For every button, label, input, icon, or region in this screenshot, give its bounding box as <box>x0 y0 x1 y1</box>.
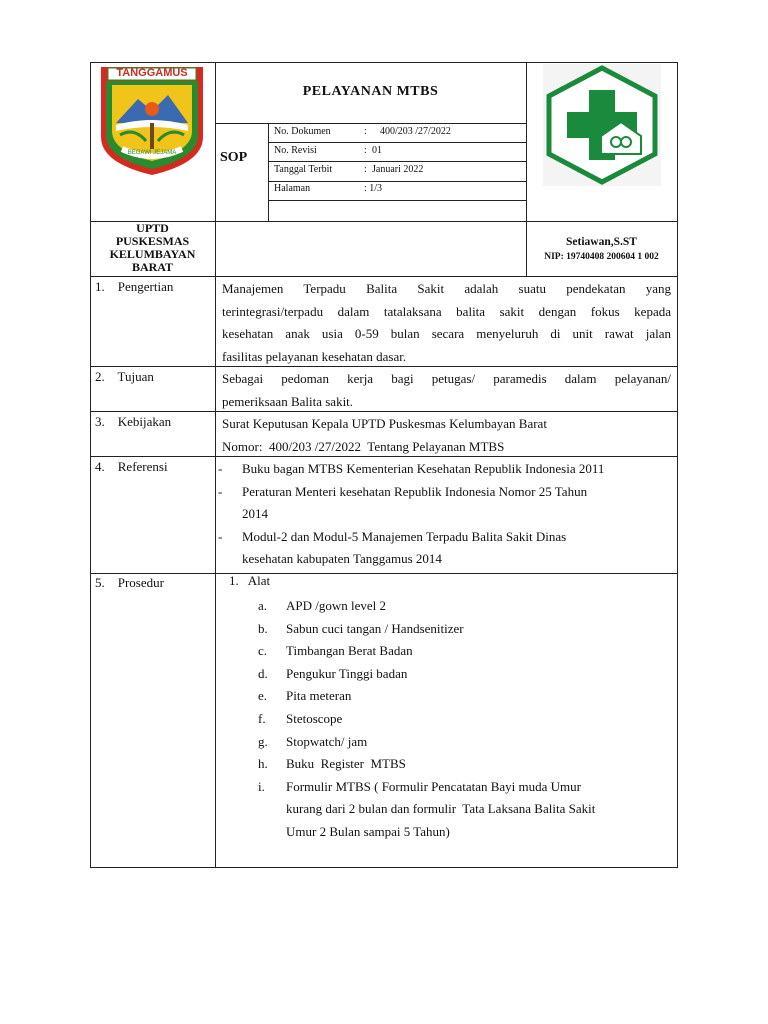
text-line: Peraturan Menteri kesehatan Republik Indonesia Nomor 25 Tahun <box>242 483 588 499</box>
text-line: Pengukur Tinggi badan <box>286 665 408 681</box>
meta-label: Halaman <box>274 183 311 194</box>
meta-value: 01 <box>372 145 382 156</box>
list-item <box>258 618 668 641</box>
row-label: 3. Kebijakan <box>95 414 172 429</box>
item-letter: a. <box>258 598 268 613</box>
text-line: Formulir MTBS ( Formulir Pencatatan Bayi muda Umur <box>286 778 581 794</box>
list-item <box>258 708 668 731</box>
meta-sep: : <box>364 164 367 175</box>
text-line: Surat Keputusan Kepala UPTD Puskesmas Kelumbayan Barat <box>222 416 547 431</box>
text-line: Sebagai pedoman kerja bagi petugas/ paramedis dalam pelayanan/ <box>222 371 671 386</box>
item-letter: e. <box>258 688 268 704</box>
item-letter: c. <box>258 643 268 659</box>
item-letter: i. <box>258 778 265 794</box>
row-label: 1. Pengertian <box>95 279 174 294</box>
text-line: 2014 <box>242 506 268 521</box>
organization-name <box>90 222 215 274</box>
row-label: 2. Tujuan <box>95 369 154 384</box>
reference-item <box>218 526 673 571</box>
org-line: BARAT <box>131 260 174 274</box>
tanggamus-logo <box>98 65 206 177</box>
logo-motto-text: BEGAWI JEJAMA <box>127 150 177 156</box>
item-letter: d. <box>258 665 268 681</box>
text-line: Sabun cuci tangan / Handsenitizer <box>286 620 464 636</box>
reference-item <box>218 458 673 481</box>
bullet-dash: - <box>218 528 223 544</box>
signer-name: Setiawan,S.ST <box>566 236 637 248</box>
row-label: 4. Referensi <box>95 459 168 474</box>
item-letter: h. <box>258 756 268 772</box>
meta-label: No. Revisi <box>274 145 317 156</box>
org-line: PUSKESMAS <box>115 234 190 248</box>
item-letter: g. <box>258 733 268 749</box>
list-item <box>258 595 668 618</box>
text-line: Manajemen Terpadu Balita Sakit adalah suatu pendekatan yang <box>222 281 671 296</box>
text-line: Modul-2 dan Modul-5 Manajemen Terpadu Balita Sakit Dinas <box>242 528 567 544</box>
procedure-list <box>258 595 668 844</box>
meta-value: : 1/3 <box>364 183 383 194</box>
meta-value: 400/203 /27/2022 <box>380 126 451 137</box>
text-line: fasilitas pelayanan kesehatan dasar. <box>222 348 407 364</box>
list-item <box>258 663 668 686</box>
text-line: Stetoscope <box>286 710 343 726</box>
text-line: Timbangan Berat Badan <box>286 643 413 659</box>
text-line: kurang dari 2 bulan dan formulir Tata Laksana Balita Sakit <box>286 801 596 817</box>
logo-name-text: TANGGAMUS <box>116 67 188 79</box>
text-line: kesehatan anak usia 0-59 bulan secara menyeluruh di unit rawat jalan <box>222 326 671 341</box>
tanggamus-emblem-icon <box>98 65 206 177</box>
org-line: KELUMBAYAN <box>109 247 196 261</box>
list-item <box>258 640 668 663</box>
list-item <box>258 753 668 776</box>
health-logo <box>543 64 661 186</box>
health-cross-icon <box>543 64 661 186</box>
row-label: 5. Prosedur <box>95 575 164 590</box>
text-line: pemeriksaan Balita sakit. <box>222 393 354 409</box>
row-content <box>222 413 671 458</box>
text-line: Buku Register MTBS <box>286 756 406 772</box>
procedure-heading: 1. Alat <box>229 573 271 588</box>
text-line: Umur 2 Bulan sampai 5 Tahun) <box>286 823 450 839</box>
text-line: Pita meteran <box>286 688 352 704</box>
bullet-dash: - <box>218 483 223 499</box>
text-line: kesehatan kabupaten Tanggamus 2014 <box>242 551 442 566</box>
org-line: UPTD <box>136 221 169 235</box>
text-line: Buku bagan MTBS Kementerian Kesehatan Republik Indonesia 2011 <box>242 461 605 476</box>
meta-value: Januari 2022 <box>372 164 424 175</box>
item-letter: f. <box>258 710 266 726</box>
text-line: terintegrasi/terpadu dalam tatalaksana balita sakit dengan fokus kepada <box>222 303 671 319</box>
sop-label: SOP <box>220 150 248 165</box>
list-item <box>258 685 668 708</box>
meta-label: No. Dokumen <box>274 126 331 137</box>
document-title: PELAYANAN MTBS <box>302 84 439 99</box>
text-line: Nomor: 400/203 /27/2022 Tentang Pelayanan MTBS <box>222 438 505 454</box>
meta-sep: : <box>364 126 367 137</box>
signer-nip: NIP: 19740408 200604 1 002 <box>544 252 659 262</box>
row-content <box>222 368 671 413</box>
list-item <box>258 776 668 844</box>
bullet-dash: - <box>218 461 223 476</box>
meta-sep: : <box>364 145 367 156</box>
reference-list <box>218 458 673 571</box>
item-letter: b. <box>258 620 268 636</box>
list-item <box>258 731 668 754</box>
text-line: Stopwatch/ jam <box>286 733 368 749</box>
meta-label: Tanggal Terbit <box>274 164 333 175</box>
reference-item <box>218 481 673 526</box>
row-content <box>222 278 671 368</box>
text-line: APD /gown level 2 <box>286 598 387 613</box>
